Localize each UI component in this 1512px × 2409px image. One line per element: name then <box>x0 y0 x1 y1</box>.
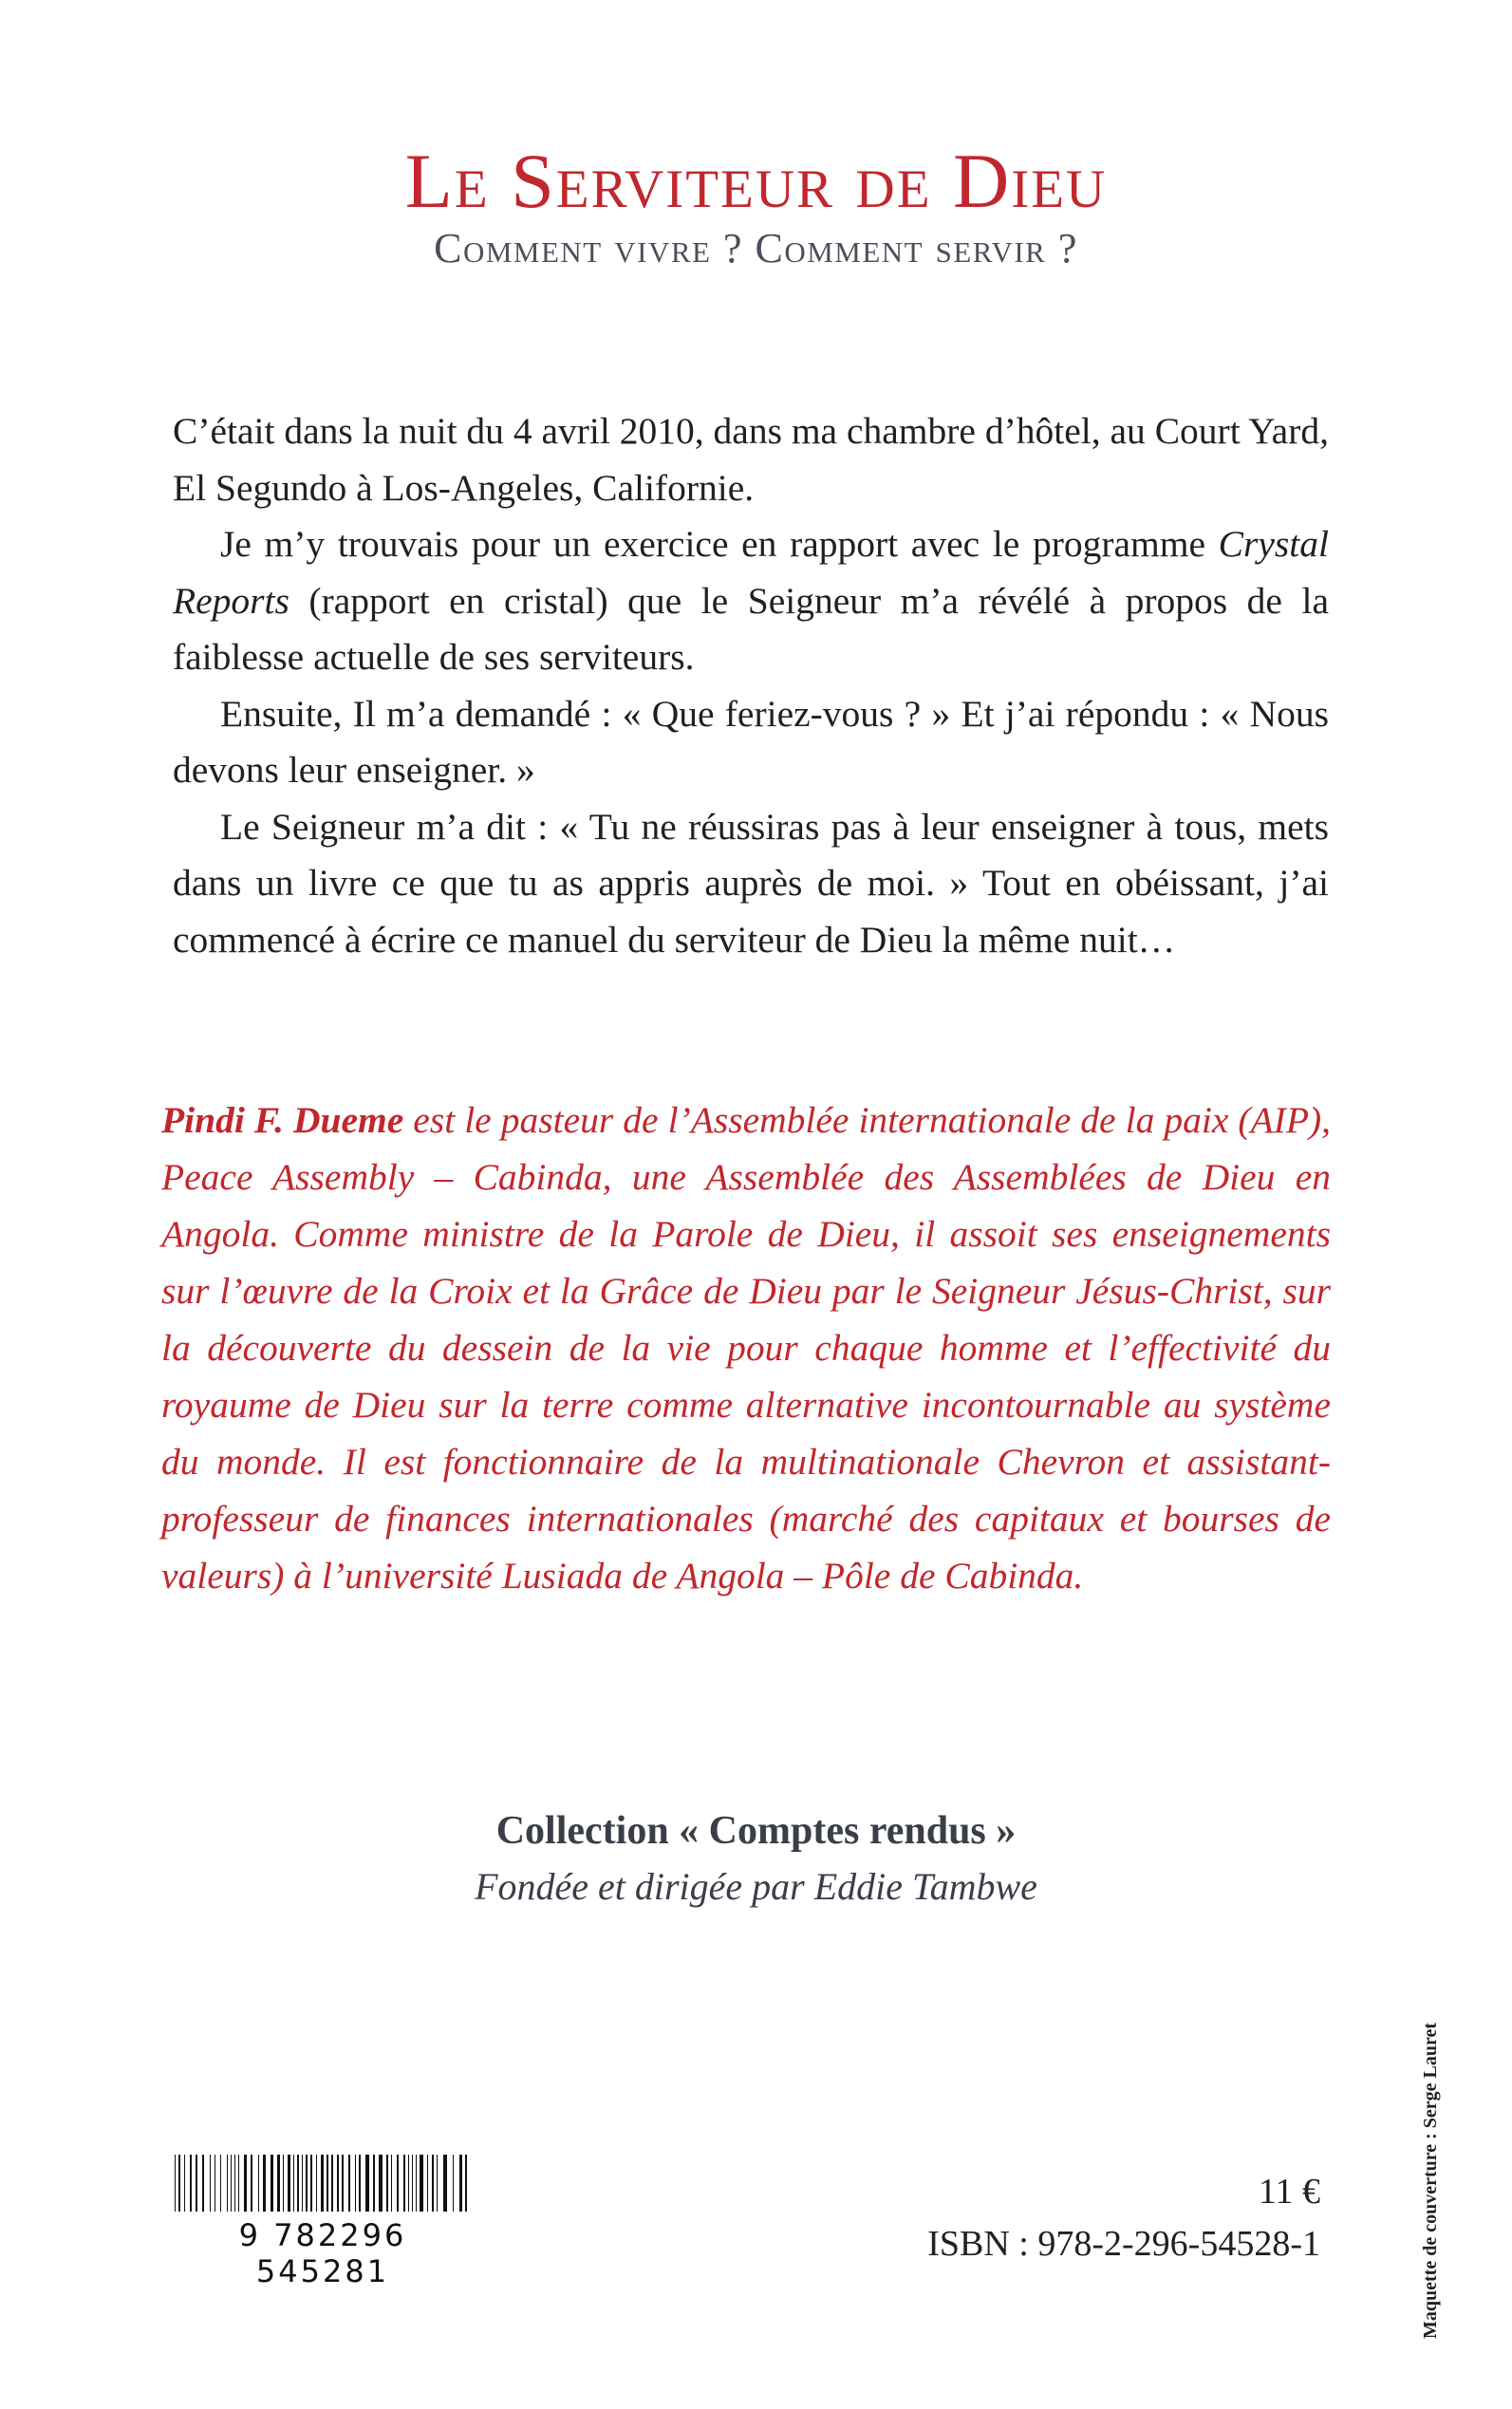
barcode-bar <box>263 2155 266 2212</box>
barcode-bar <box>391 2155 392 2212</box>
barcode-bar <box>403 2155 405 2212</box>
barcode-bar <box>386 2155 388 2212</box>
barcode-bar <box>453 2155 454 2212</box>
author-bio-text: est le pasteur de l’Assemblée internationale de la paix (AIP), Peace Assembly – Cabinda, une Assemblée des Assemblées de Dieu en Angola. Comme ministre de la Parole de Dieu, il assoit ses enseignements sur l’œuvre de la Croix et la Grâce de Dieu par le Seigneur Jésus-Christ, sur la découverte du dessein de la vie pour chaque homme et l’effectivité du royaume de Dieu sur la terre comme alternative incontournable au système du monde. Il est fonctionnaire de la multinationale Chevron et assistant-professeur de finances internationales (marché des capitaux et bourses de valeurs) à l’université Lusiada de Angola – Pôle de Cabinda. <box>161 1099 1331 1597</box>
barcode-bar <box>271 2155 273 2212</box>
barcode-bar <box>210 2155 211 2212</box>
barcode-bar <box>175 2155 176 2212</box>
barcode-bar <box>408 2155 409 2212</box>
barcode-bar <box>427 2155 428 2212</box>
barcode-bar <box>178 2155 180 2212</box>
barcode-number: 9 782296 545281 <box>238 2217 407 2289</box>
barcode-bar <box>277 2155 280 2212</box>
barcode-bar <box>355 2155 356 2212</box>
barcode-bar <box>234 2155 235 2212</box>
author-name: Pindi F. Dueme <box>161 1099 404 1141</box>
barcode-bar <box>331 2155 333 2212</box>
barcode-bar <box>288 2155 290 2212</box>
blurb-paragraph: Je m’y trouvais pour un exercice en rapport avec le programme Crystal Reports (rapport en cristal) que le Seigneur m’a révélé à propos de la faiblesse actuelle de ses serviteurs. <box>173 523 1329 678</box>
barcode-bar <box>420 2155 423 2212</box>
barcode-bar <box>196 2155 197 2212</box>
barcode-bar <box>342 2155 344 2212</box>
barcode-bar <box>327 2155 328 2212</box>
cover-credit: Maquette de couverture : Serge Lauret <box>1420 2022 1441 2339</box>
barcode-bar <box>412 2155 413 2212</box>
barcode-bar <box>302 2155 303 2212</box>
barcode-bar <box>416 2155 417 2212</box>
program-name: Crystal Reports <box>173 523 1329 622</box>
barcode-bars <box>171 2155 475 2212</box>
collection-name: Collection « Comptes rendus » <box>495 1809 1017 1853</box>
barcode-bar <box>397 2155 399 2212</box>
barcode-bar <box>184 2155 185 2212</box>
barcode-bar <box>283 2155 284 2212</box>
blurb-paragraph: Ensuite, Il m’a demandé : « Que feriez-vous ? » Et j’ai répondu : « Nous devons leur enseigner. » <box>173 692 1329 791</box>
isbn: ISBN : 978-2-296-54528-1 <box>927 2224 1320 2264</box>
price: 11 € <box>1258 2172 1320 2212</box>
author-bio <box>161 1092 1331 1604</box>
barcode-bar <box>379 2155 383 2212</box>
barcode-bar <box>359 2155 361 2212</box>
barcode-bar <box>238 2155 239 2212</box>
barcode-bar <box>459 2155 462 2212</box>
barcode-bar <box>306 2155 308 2212</box>
barcode-bar <box>244 2155 247 2212</box>
barcode-bar <box>443 2155 447 2212</box>
barcode-bar <box>373 2155 375 2212</box>
barcode-bar <box>365 2155 369 2212</box>
blurb-paragraph: C’était dans la nuit du 4 avril 2010, dans ma chambre d’hôtel, au Court Yard, El Segundo à Los-Angeles, Californie. <box>173 410 1329 509</box>
barcode-bar <box>337 2155 339 2212</box>
barcode-bar <box>465 2155 467 2212</box>
barcode-bar <box>316 2155 317 2212</box>
collection-founder: Fondée et dirigée par Eddie Tambwe <box>475 1865 1037 1908</box>
barcode-bar <box>293 2155 294 2212</box>
barcode-bar <box>190 2155 192 2212</box>
barcode-bar <box>348 2155 350 2212</box>
barcode-bar <box>251 2155 252 2212</box>
barcode-bar <box>227 2155 228 2212</box>
barcode-bar <box>310 2155 312 2212</box>
barcode-bar <box>321 2155 324 2212</box>
barcode-bar <box>297 2155 299 2212</box>
barcode-bar <box>220 2155 221 2212</box>
barcode-bar <box>202 2155 204 2212</box>
barcode-bar <box>231 2155 232 2212</box>
book-title: Le Serviteur de Dieu <box>404 138 1108 224</box>
book-subtitle: Comment vivre ? Comment servir ? <box>434 225 1078 271</box>
barcode-bar <box>437 2155 438 2212</box>
back-cover-blurb <box>173 403 1329 968</box>
blurb-paragraph: Le Seigneur m’a dit : « Tu ne réussiras pas à leur enseigner à tous, mets dans un livre ce que tu as appris auprès de moi. » Tout en obéissant, j’ai commencé à écrire ce manuel du serviteur de Dieu la même nuit… <box>173 805 1329 961</box>
barcode-bar <box>432 2155 434 2212</box>
barcode-bar <box>258 2155 259 2212</box>
